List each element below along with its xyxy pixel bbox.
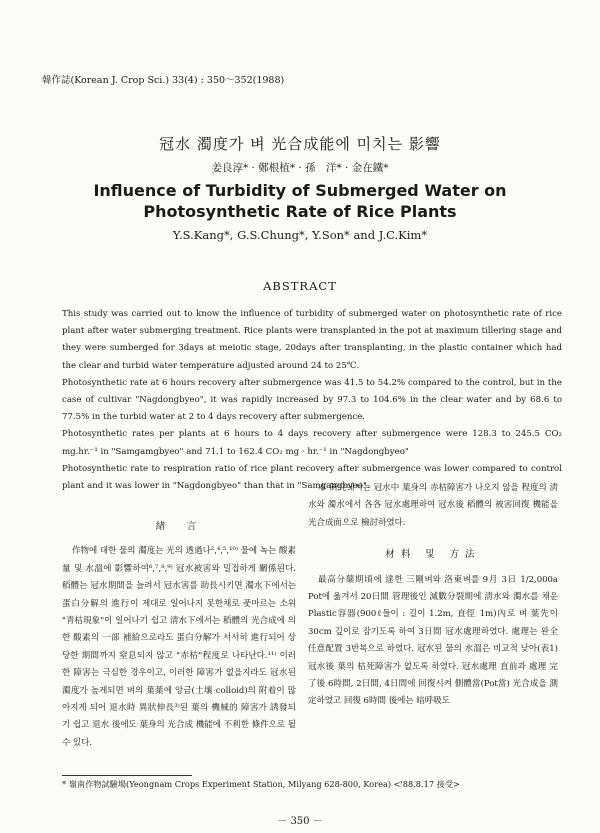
footnote-divider bbox=[62, 775, 192, 776]
abstract-paragraph: Photosynthetic rate at 6 hours recovery after submergence was 41.5 to 54.2% compared to the control, but in the case of cultivar "Nagdongbyeo", it was rapidly increased by 97.3 to 104.6% in the clear water and by 68.6 to 77.5% in the turbid water at 2 to 4 days recovery after submergence. bbox=[62, 377, 562, 423]
abstract-body bbox=[62, 306, 562, 495]
title-korean: 冠水 濁度가 벼 光合成能에 미치는 影響 bbox=[159, 135, 441, 153]
title-english bbox=[0, 180, 600, 222]
abstract-heading: ABSTRACT bbox=[263, 279, 337, 293]
authors-english: Y.S.Kang*, G.S.Chung*, Y.Son* and J.C.Kim* bbox=[172, 228, 428, 242]
intro-heading: 緖 言 bbox=[155, 521, 203, 532]
abstract-paragraph: Photosynthetic rates per plants at 6 hours to 4 days recovery after submergence were 128.3 to 245.5 CO₂ mg.hr.⁻¹ in "Samgamgbyeo" and 71.1 to 162.4 CO₂ mg · hr.⁻¹ in "Nagdongbyeo" bbox=[62, 429, 562, 457]
right-column bbox=[308, 480, 558, 711]
abstract-paragraph: This study was carried out to know the influence of turbidity of submerged water on photosynthetic rate of rice plant after water submerging treatment. Rice plants were transplanted in the pot at maximum tillering stage and they were sumberged for 3days at meiotic stage, 20days after transplanting, in the plastic container which had the clear and turbid water temperature adjusted around 24 to 25℃. bbox=[62, 309, 562, 371]
methods-heading: 材料 및 方法 bbox=[385, 549, 481, 561]
title-english-line2: Photosynthetic Rate of Rice Plants bbox=[143, 202, 457, 221]
footnote: * 嶺南作物試驗場(Yeongnam Crops Experiment Station, Milyang 628-800, Korea) <'88.8.17 接受> bbox=[62, 779, 460, 789]
methods-paragraph: 最高分蘖期頃에 達한 三剛벼와 洛東벼를 9月 3日 1/2,000a Pot에 옮겨서 20日間 管理後인 減數分裂期에 淸水와 濁水를 채운 Plastic容器(900ℓ들이 : 길이 1.2m, 直徑 1m)內로 벼 葉先이 30cm 깊이로 잠기도록 하여 3日間 冠水處理하였다. 處理는 완全任意配置 3반복으로 하였다. 冠水된 물의 水溫은 비교적 낮아(表1) 冠水後 葉의 枯死障害가 없도록 하였다. 冠水處理 直前과 處理 完了後 6時間, 2日間, 4日間에 回復시켜 側體當(Pot當) 光合成을 測定하였고 回復 6時間 後에는 暗呼吸도 bbox=[308, 574, 558, 707]
page-number: － 350 － bbox=[277, 816, 323, 827]
authors-korean: 姜良淳* · 鄭根植* · 孫 洋* · 金在鐵* bbox=[211, 162, 389, 174]
intro-paragraph: 作物에 대한 물의 濁度는 光의 透過나²,⁴,⁵,¹⁰⁾ 물에 녹는 酸素量 및 水溫에 影響하여⁶,⁷,⁸,⁹⁾ 冠水被害와 밀접하게 關係된다. 稻體는 冠水期間을 늘려서 冠水害를 助長시키면 濁水下에서는 蛋白分解의 進行이 제대로 일어나지 못한채로 풋마르는 소위 "青枯現象"이 일어나기 쉽고 淸水下에서는 稻體의 光合成에 의한 酸素의 一部 補給으로라도 蛋白分解가 서서히 進行되어 상당한 期間까지 窒息되지 않고 "赤枯"程度로 나타난다.¹¹⁾ 이러한 障害는 극심한 경우이고, 이러한 障害가 없을지라도 冠水된 濁度가 높게되면 벼의 葉葉에 앙금(土壤 colloid)의 附着이 많아지게 되어 退水時 異狀伸長³⁾된 葉의 機械的 障害가 誘發되기 쉽고 退水 後에도 葉身의 光合成 機能에 不利한 條件으로 될 수 있다. bbox=[62, 546, 296, 748]
journal-citation: 韓作誌(Korean J. Crop Sci.) 33(4) : 350～352(1988) bbox=[42, 75, 285, 86]
intro-continuation: 本 硏究에서는 冠水中 葉身의 赤枯障害가 나오지 않을 程度의 淸水와 濁水에서 各各 冠水處理하여 冠水後 稻體의 被害回復 機能을 光合成面으로 檢討하였다. bbox=[308, 483, 558, 528]
abstract-paragraph: Photosynthetic rate to respiration ratio of rice plant recovery after submergence was lower compared to control plant and it was lower in "Nagdongbyeo" than that in "Samgangbyeo". bbox=[62, 463, 562, 492]
title-english-line1: Influence of Turbidity of Submerged Water on bbox=[93, 181, 507, 200]
left-column bbox=[62, 518, 296, 752]
